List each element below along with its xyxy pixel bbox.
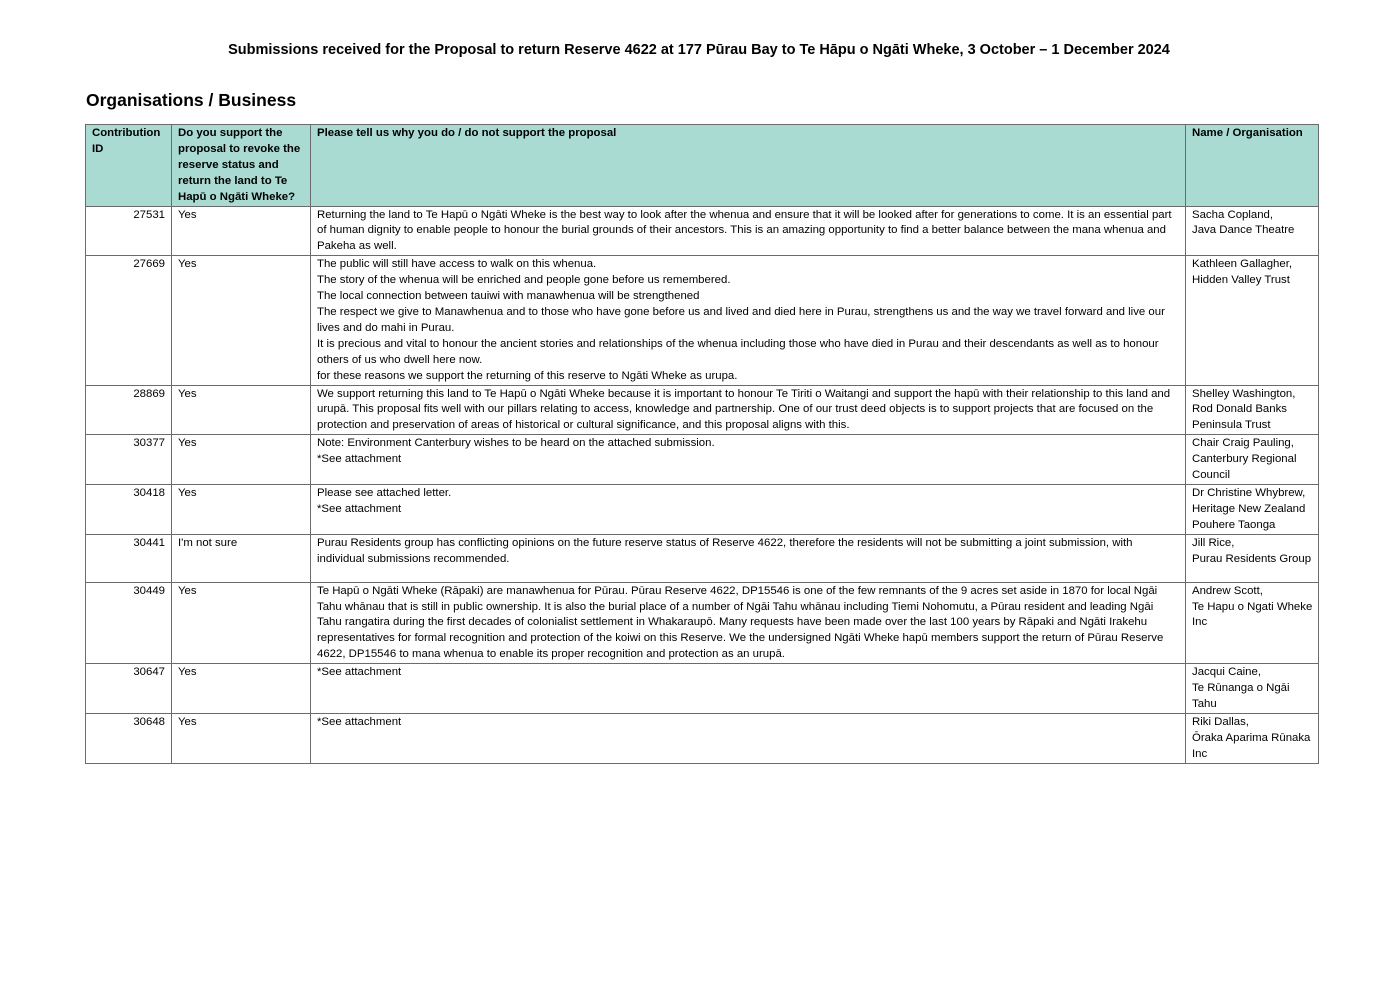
table-row: [86, 484, 1319, 534]
submitter-name: Chair Craig Pauling,: [1192, 437, 1294, 450]
cell-name-organisation: [1186, 534, 1319, 582]
table-body: [86, 206, 1319, 763]
cell-name-organisation: [1186, 582, 1319, 664]
table-row: [86, 664, 1319, 714]
submitter-name: Andrew Scott,: [1192, 584, 1263, 597]
reason-line: *See attachment: [317, 502, 402, 515]
submitter-name: Riki Dallas,: [1192, 715, 1249, 728]
cell-reason: [311, 435, 1186, 485]
cell-support: Yes: [172, 206, 311, 256]
submitter-name: Sacha Copland,: [1192, 208, 1274, 221]
section-heading: Organisations / Business: [86, 90, 297, 110]
submitter-name: Kathleen Gallagher,: [1192, 258, 1293, 271]
document-title: Submissions received for the Proposal to return Reserve 4622 at 177 Pūrau Bay to Te Hāpu o Ngāti Wheke, 3 October – 1 December 2024: [228, 42, 1170, 58]
cell-support: Yes: [172, 664, 311, 714]
cell-reason: [311, 534, 1186, 582]
reason-line: *See attachment: [317, 666, 402, 679]
table-row: [86, 534, 1319, 582]
submissions-table: [85, 124, 1319, 764]
organisation-name: Te Rūnanga o Ngāi Tahu: [1192, 682, 1290, 710]
table-row: [86, 713, 1319, 763]
cell-contribution-id: 30441: [86, 534, 172, 582]
cell-name-organisation: [1186, 256, 1319, 385]
cell-support: Yes: [172, 435, 311, 485]
reason-line: It is precious and vital to honour the ancient stories and relationships of the whenua including those who have died in Purau and their descendants as well as to honour others of us who dwell here now.: [317, 337, 1159, 366]
cell-contribution-id: 30449: [86, 582, 172, 664]
header-reason: Please tell us why you do / do not support the proposal: [311, 125, 1186, 207]
cell-reason: [311, 256, 1186, 385]
submitter-name: Dr Christine Whybrew,: [1192, 486, 1306, 499]
cell-contribution-id: 27531: [86, 206, 172, 256]
table-row: [86, 256, 1319, 385]
organisation-name: Canterbury Regional Council: [1192, 453, 1297, 482]
reason-line: Returning the land to Te Hapū o Ngāti Wheke is the best way to look after the whenua and ensure that it will be looked after for generations to come. It is an essential part of human dignity to enable people to honour the burial grounds of their ancestors. This is an amazing opportunity to find a better balance between the mana whenua and Pakeha as well.: [317, 208, 1172, 253]
organisation-name: Java Dance Theatre: [1192, 224, 1295, 237]
cell-support: Yes: [172, 582, 311, 664]
reason-line: Note: Environment Canterbury wishes to be heard on the attached submission.: [317, 437, 715, 450]
submitter-name: Shelley Washington,: [1192, 387, 1296, 400]
cell-name-organisation: [1186, 664, 1319, 714]
table-header-row: [86, 125, 1319, 207]
organisation-name: Ōraka Aparima Rūnaka Inc: [1192, 731, 1311, 760]
reason-line: The public will still have access to walk on this whenua.: [317, 258, 597, 271]
cell-contribution-id: 27669: [86, 256, 172, 385]
cell-support: Yes: [172, 713, 311, 763]
cell-reason: [311, 713, 1186, 763]
cell-name-organisation: [1186, 206, 1319, 256]
reason-line: The local connection between tauiwi with manawhenua will be strengthened: [317, 290, 700, 303]
reason-line: The story of the whenua will be enriched and people gone before us remembered.: [317, 274, 731, 287]
reason-line: We support returning this land to Te Hapū o Ngāti Wheke because it is important to honour Te Tiriti o Waitangi and support the hapū with their relationship to this land and urupā. This proposal fits well with our pillars relating to access, knowledge and partnership. One of our trust deed objects is to support projects that are focused on the protection and preservation of areas of historical or cultural significance, and this proposal aligns with this.: [317, 387, 1171, 432]
submitter-name: Jill Rice,: [1192, 536, 1235, 549]
cell-reason: [311, 206, 1186, 256]
submitter-name: Jacqui Caine,: [1192, 666, 1262, 679]
cell-name-organisation: [1186, 385, 1319, 435]
reason-line: for these reasons we support the returning of this reserve to Ngāti Wheke as urupa.: [317, 369, 738, 382]
table-row: [86, 435, 1319, 485]
reason-line: Te Hapū o Ngāti Wheke (Rāpaki) are manawhenua for Pūrau. Pūrau Reserve 4622, DP15546 is one of the few remnants of the 9 acres set aside in 1870 for local Ngāi Tahu whānau that is still in public ownership. It is also the burial place of a number of Ngāi Tahu whānau including Tiemi Nohomutu, a Pūrau resident and leading Ngāi Tahu rangatira during the first decades of colonialist settlement in Whakaraupō. Many requests have been made over the last 100 years by Rāpaki and Ngāti Irakehu representatives for formal recognition and protection of the koiwi on this Reserve. We the undersigned Ngāti Wheke hapū members support the return of Pūrau Reserve 4622, DP15546 to mana whenua to enable its proper recognition and protection as an urupā.: [317, 584, 1164, 661]
cell-contribution-id: 30648: [86, 713, 172, 763]
reason-line: *See attachment: [317, 715, 402, 728]
cell-support: I'm not sure: [172, 534, 311, 582]
cell-reason: [311, 385, 1186, 435]
cell-contribution-id: 30418: [86, 484, 172, 534]
cell-support: Yes: [172, 484, 311, 534]
organisation-name: Heritage New Zealand Pouhere Taonga: [1192, 502, 1306, 531]
cell-contribution-id: 30377: [86, 435, 172, 485]
cell-support: Yes: [172, 256, 311, 385]
reason-line: The respect we give to Manawhenua and to those who have gone before us and lived and died here in Purau, strengthens us and the way we travel forward and live our lives and do mahi in Purau.: [317, 305, 1165, 334]
cell-reason: [311, 664, 1186, 714]
cell-contribution-id: 28869: [86, 385, 172, 435]
organisation-name: Te Hapu o Ngati Wheke Inc: [1192, 600, 1313, 629]
organisation-name: Purau Residents Group: [1192, 552, 1312, 565]
organisation-name: Rod Donald Banks Peninsula Trust: [1192, 403, 1287, 432]
header-support: Do you support the proposal to revoke the reserve status and return the land to Te Hapū o Ngāti Wheke?: [172, 125, 311, 207]
cell-name-organisation: [1186, 484, 1319, 534]
organisation-name: Hidden Valley Trust: [1192, 274, 1290, 287]
cell-name-organisation: [1186, 713, 1319, 763]
cell-support: Yes: [172, 385, 311, 435]
cell-reason: [311, 582, 1186, 664]
header-contribution-id: Contribution ID: [86, 125, 172, 207]
header-name-organisation: Name / Organisation: [1186, 125, 1319, 207]
table-row: [86, 582, 1319, 664]
reason-line: *See attachment: [317, 453, 402, 466]
reason-line: Purau Residents group has conflicting opinions on the future reserve status of Reserve 4622, therefore the residents will not be submitting a joint submission, with individual submissions recommended.: [317, 536, 1133, 565]
cell-reason: [311, 484, 1186, 534]
cell-name-organisation: [1186, 435, 1319, 485]
table-row: [86, 206, 1319, 256]
table-row: [86, 385, 1319, 435]
reason-line: Please see attached letter.: [317, 486, 452, 499]
cell-contribution-id: 30647: [86, 664, 172, 714]
